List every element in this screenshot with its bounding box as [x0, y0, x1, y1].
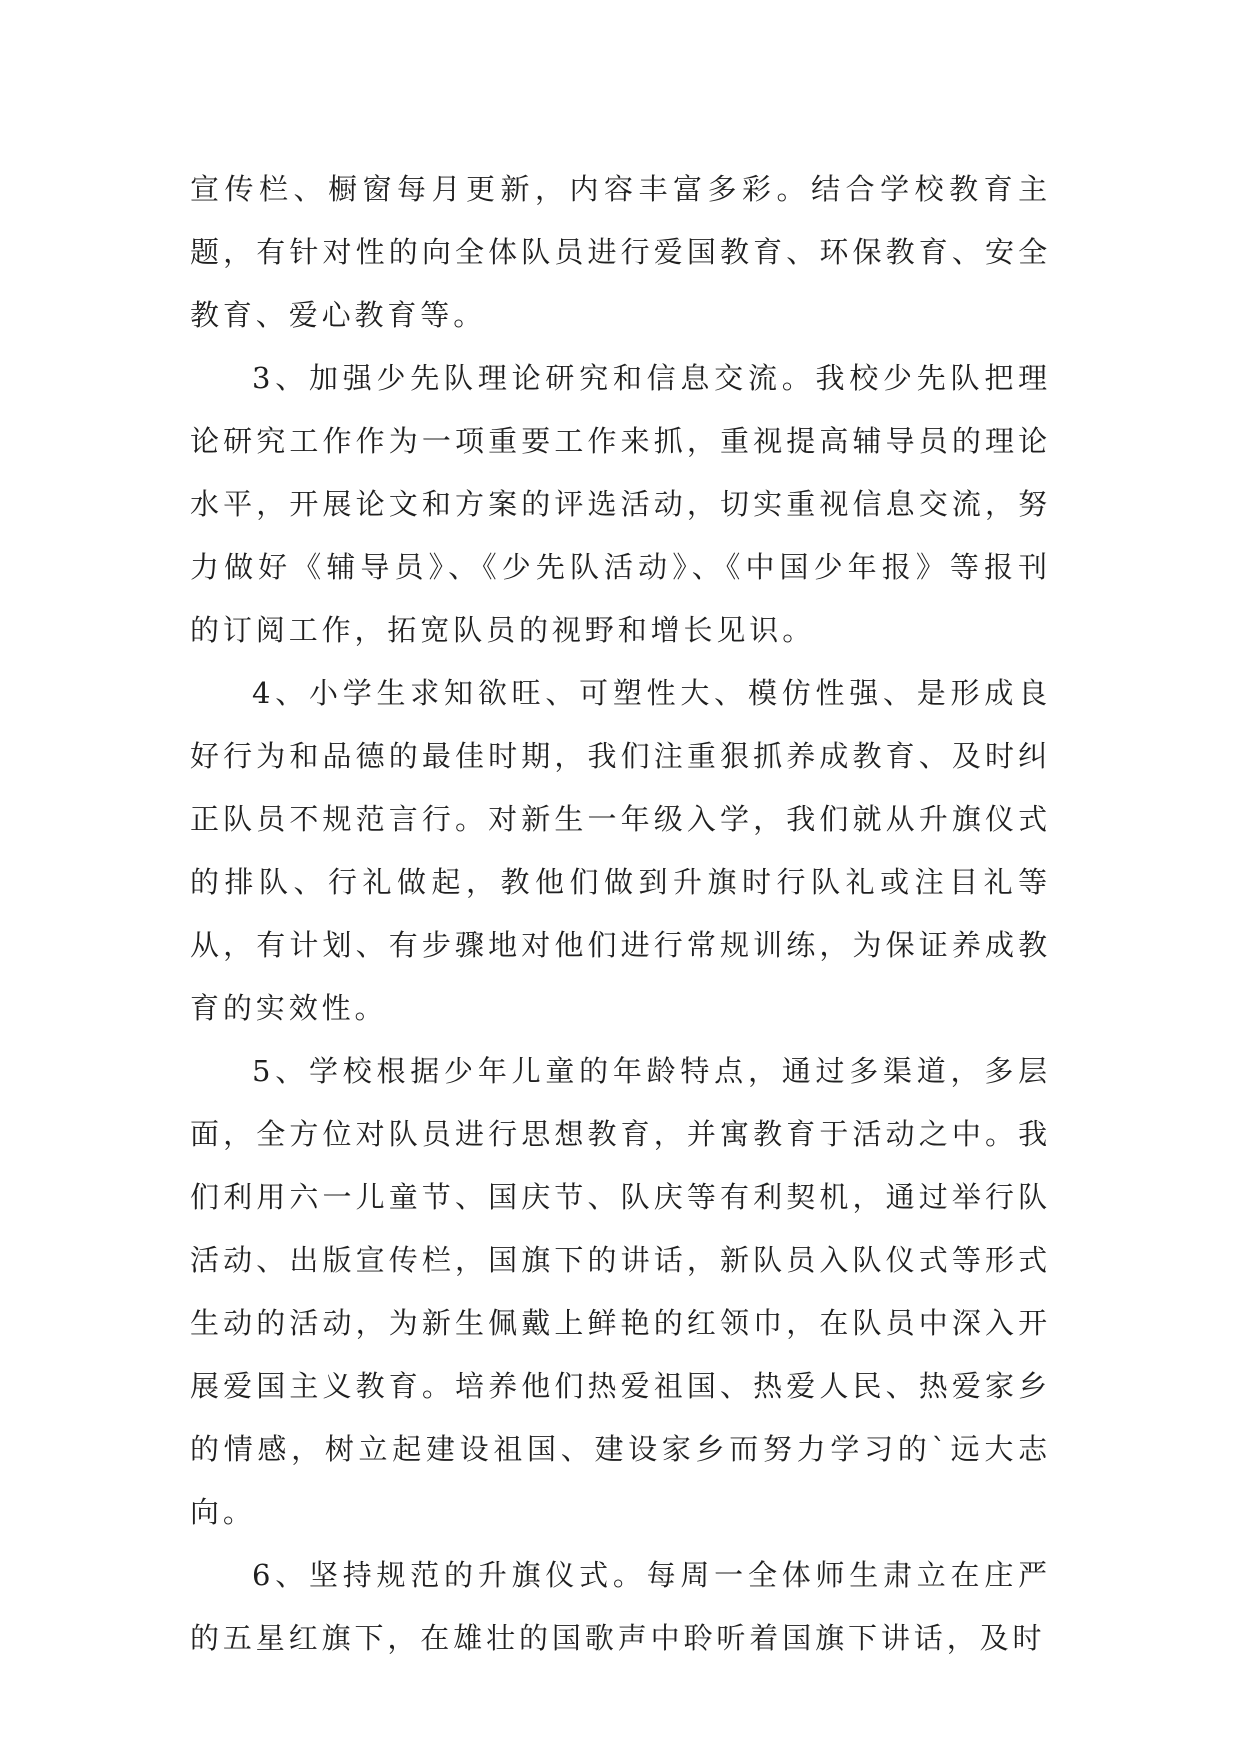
paragraph-item-4: 4、小学生求知欲旺、可塑性大、模仿性强、是形成良好行为和品德的最佳时期，我们注重狠抓养成教育、及时纠正队员不规范言行。对新生一年级入学，我们就从升旗仪式的排队、行礼做起，教他们做到升旗时行队礼或注目礼等从，有计划、有步骤地对他们进行常规训练，为保证养成教育的实效性。 [190, 676, 1051, 1025]
paragraph-item-3: 3、加强少先队理论研究和信息交流。我校少先队把理论研究工作作为一项重要工作来抓，重视提高辅导员的理论水平，开展论文和方案的评选活动，切实重视信息交流，努力做好《辅导员》、《少先队活动》、《中国少年报》等报刊的订阅工作，拓宽队员的视野和增长见识。 [190, 361, 1051, 647]
paragraph-item-5: 5、学校根据少年儿童的年龄特点，通过多渠道，多层面，全方位对队员进行思想教育，并寓教育于活动之中。我们利用六一儿童节、国庆节、队庆等有利契机，通过举行队活动、出版宣传栏，国旗下的讲话，新队员入队仪式等形式生动的活动，为新生佩戴上鲜艳的红领巾，在队员中深入开展爱国主义教育。培养他们热爱祖国、热爱人民、热爱家乡的情感，树立起建设祖国、建设家乡而努力学习的`远大志向。 [190, 1054, 1051, 1529]
document-body [190, 158, 1051, 1670]
paragraph-continuation: 宣传栏、橱窗每月更新，内容丰富多彩。结合学校教育主题，有针对性的向全体队员进行爱国教育、环保教育、安全教育、爱心教育等。 [190, 172, 1051, 332]
paragraph-item-6: 6、坚持规范的升旗仪式。每周一全体师生肃立在庄严的五星红旗下，在雄壮的国歌声中聆听着国旗下讲话，及时 [190, 1558, 1051, 1655]
